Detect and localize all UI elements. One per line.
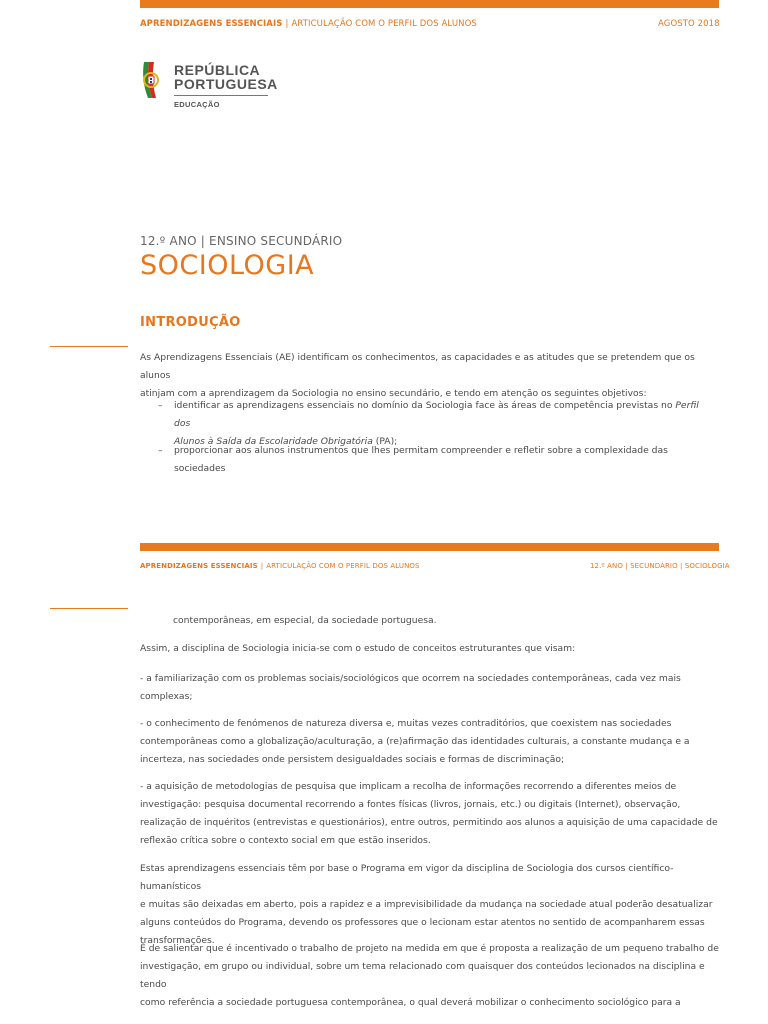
logo-line-1: REPÚBLICA [174,62,261,78]
logo-line-3: EDUCAÇÃO [174,100,220,109]
p2-line-2: complexas; [140,691,193,702]
p5-line-4: transformações. [140,935,215,946]
section-heading: INTRODUÇÃO [140,315,241,330]
p6-line-3: como referência a sociedade portuguesa contemporânea, o qual deverá mobilizar o conhecimento sociológico para a [140,997,681,1008]
p4-line-2: investigação: pesquisa documental recorrendo a fontes físicas (livros, jornais, etc.) ou digitais (Internet), observação, [140,799,681,810]
page-title: SOCIOLOGIA [140,250,315,281]
p6-line-2: investigação, em grupo ou individual, sobre um tema relacionado com quaisquer dos conteúdos lecionados na disciplina e tendo [140,961,705,990]
continuation-text: contemporâneas, em especial, da sociedade portuguesa. [173,615,437,626]
p6-line-1: É de salientar que é incentivado o trabalho de projeto na medida em que é proposta a realização de um pequeno trabalho de [140,943,719,954]
paragraph-6 [140,940,720,1012]
intro-paragraph [140,349,720,403]
intro-line-1: As Aprendizagens Essenciais (AE) identificam os conhecimentos, as capacidades e as atitudes que se pretendem que os alunos [140,352,695,381]
bullet-dash: – [158,445,163,456]
header-separator: | [285,19,289,29]
bullet-1-italic-a: Perfil dos [174,400,699,429]
page-header [140,19,477,29]
logo-text [174,63,278,109]
header-2-right: 12.º ANO | SECUNDÁRIO | SOCIOLOGIA [590,562,730,570]
p5-line-1: Estas aprendizagens essenciais têm por base o Programa em vigor da disciplina de Sociologia dos cursos científico-humanísticos [140,863,674,892]
objective-bullet-2 [158,442,718,474]
side-rule [50,346,128,347]
p4-line-3: realização de inquéritos (entrevistas e questionários), entre outros, permitindo aos alunos a aquisição de uma capacidade de [140,817,718,828]
intro-line-2: atinjam com a aprendizagem da Sociologia no ensino secundário, e tendo em atenção os seguintes objetivos: [140,388,647,399]
header-subtitle: ARTICULAÇÃO COM O PERFIL DOS ALUNOS [291,19,477,29]
p2-line-1: - a familiarização com os problemas sociais/sociológicos que ocorrem na sociedades contemporâneas, cada vez mais [140,673,681,684]
paragraph-5 [140,860,720,950]
bullet-1-italic-b: Alunos à Saída da Escolaridade Obrigatória [174,436,373,447]
top-accent-bar [140,0,719,8]
paragraph-2 [140,670,720,706]
bullet-1-end: (PA); [372,436,398,447]
objective-bullet-1 [158,397,718,447]
logo-line-2: PORTUGUESA [174,76,278,92]
grade-level: 12.º ANO | ENSINO SECUNDÁRIO [140,234,343,248]
p3-line-2: contemporâneas como a globalização/aculturação, a (re)afirmação das identidades culturais, a constante mudança e a [140,736,690,747]
bullet-dash: – [158,400,163,411]
side-rule-2 [50,608,128,609]
paragraph-3 [140,715,720,769]
page-2-header [140,562,420,570]
p5-line-3: alguns conteúdos do Programa, devendo os professores que o lecionam estar atentos no sentido de acompanharem essas [140,917,705,928]
paragraph-1: Assim, a disciplina de Sociologia inicia-se com o estudo de conceitos estruturantes que visam: [140,643,576,654]
header-2-subtitle: ARTICULAÇÃO COM O PERFIL DOS ALUNOS [266,562,420,570]
bullet-1-text: identificar as aprendizagens essenciais no domínio da Sociologia face às áreas de competência previstas no [174,400,676,411]
paragraph-4 [140,778,720,850]
coat-of-arms-icon [138,60,168,100]
republica-portuguesa-logo [138,60,278,114]
bullet-text: proporcionar aos alunos instrumentos que lhes permitam compreender e refletir sobre a complexidade das sociedades [174,445,668,474]
header-2-separator: | [260,562,264,570]
logo-divider [174,95,268,96]
p3-line-3: incerteza, nas sociedades onde persistem desigualdades sociais e formas de discriminação; [140,754,565,765]
p4-line-1: - a aquisição de metodologias de pesquisa que implicam a recolha de informações recorrendo a diferentes meios de [140,781,677,792]
header-title: APRENDIZAGENS ESSENCIAIS [140,19,283,29]
page-break-bar [140,543,719,551]
header-date: AGOSTO 2018 [658,19,720,29]
p3-line-1: - o conhecimento de fenómenos de natureza diversa e, muitas vezes contraditórios, que coexistem nas sociedades [140,718,672,729]
p5-line-2: e muitas são deixadas em aberto, pois a rapidez e a imprevisibilidade da mudança na sociedade atual poderão desatualizar [140,899,713,910]
header-2-title: APRENDIZAGENS ESSENCIAIS [140,562,258,570]
p4-line-4: reflexão crítica sobre o contexto social em que estão inseridos. [140,835,431,846]
